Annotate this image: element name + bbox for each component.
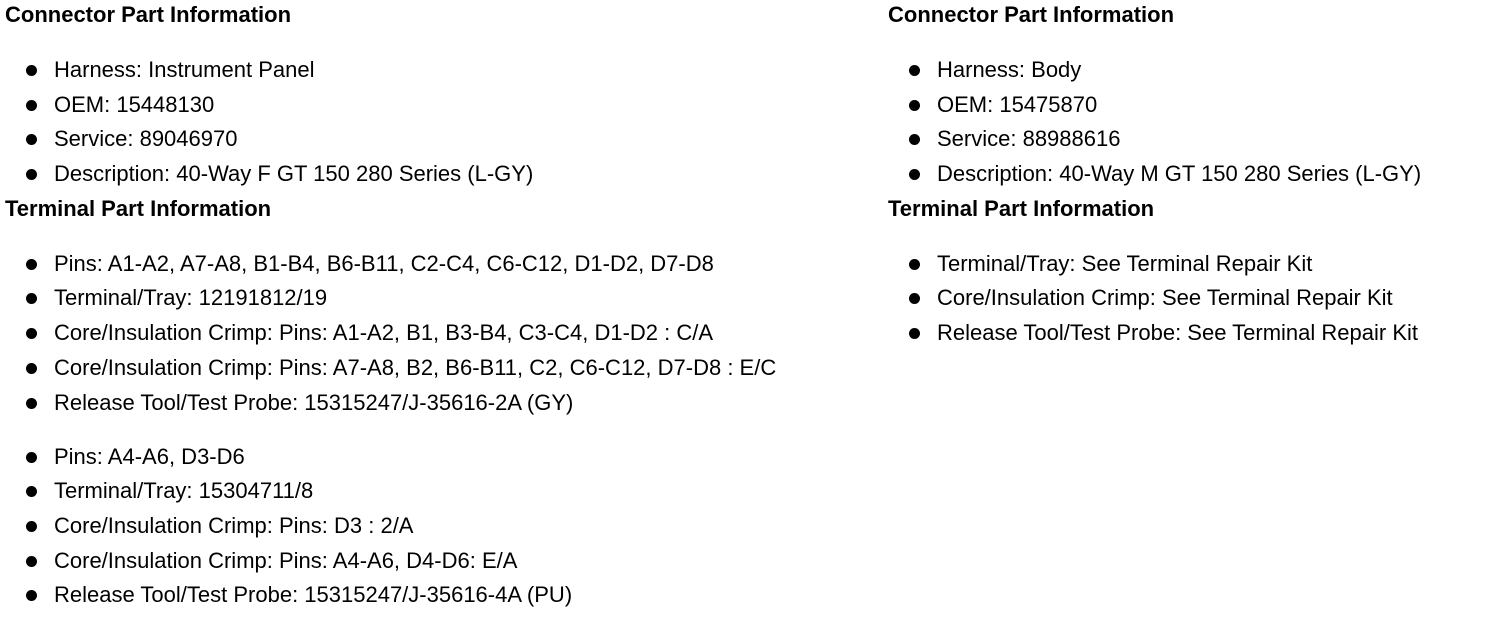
list-item: Core/Insulation Crimp: Pins: A1-A2, B1, B3-B4, C3-C4, D1-D2 : C/A (5, 318, 865, 350)
list-item: Terminal/Tray: 15304711/8 (5, 476, 865, 508)
bullet-icon (909, 65, 920, 76)
list-item: Release Tool/Test Probe: 15315247/J-35616-2A (GY) (5, 388, 865, 420)
bullet-icon (26, 556, 37, 567)
list-item: Terminal/Tray: 12191812/19 (5, 283, 865, 315)
connector-part-heading: Connector Part Information (888, 2, 1175, 27)
connector-part-list (888, 55, 1498, 191)
bullet-icon (909, 328, 920, 339)
bullet-icon (26, 452, 37, 463)
bullet-icon (909, 293, 920, 304)
list-item: Core/Insulation Crimp: Pins: A7-A8, B2, B6-B11, C2, C6-C12, D7-D8 : E/C (5, 353, 865, 385)
list-item: Core/Insulation Crimp: See Terminal Repair Kit (888, 283, 1498, 315)
bullet-icon (26, 398, 37, 409)
list-item: Terminal/Tray: See Terminal Repair Kit (888, 249, 1498, 281)
terminal-part-list (888, 249, 1498, 350)
bullet-icon (909, 134, 920, 145)
list-item: Service: 88988616 (888, 124, 1498, 156)
terminal-part-heading: Terminal Part Information (888, 195, 1155, 221)
bullet-icon (26, 134, 37, 145)
list-item: Pins: A4-A6, D3-D6 (5, 442, 865, 474)
right-column (888, 0, 1498, 353)
bullet-icon (26, 363, 37, 374)
bullet-icon (26, 486, 37, 497)
list-item: OEM: 15475870 (888, 90, 1498, 122)
list-item: Core/Insulation Crimp: Pins: D3 : 2/A (5, 511, 865, 543)
terminal-part-list-group-1 (5, 249, 865, 420)
bullet-icon (26, 100, 37, 111)
list-item: Description: 40-Way F GT 150 280 Series (L-GY) (5, 159, 865, 191)
list-item: Description: 40-Way M GT 150 280 Series (L-GY) (888, 159, 1498, 191)
left-column (5, 0, 865, 615)
bullet-icon (26, 328, 37, 339)
terminal-part-heading: Terminal Part Information (5, 195, 272, 221)
bullet-icon (26, 65, 37, 76)
list-item: OEM: 15448130 (5, 90, 865, 122)
bullet-icon (26, 259, 37, 270)
bullet-icon (909, 169, 920, 180)
list-item: Pins: A1-A2, A7-A8, B1-B4, B6-B11, C2-C4, C6-C12, D1-D2, D7-D8 (5, 249, 865, 281)
bullet-icon (909, 100, 920, 111)
terminal-part-list-group-2 (5, 442, 865, 613)
bullet-icon (26, 590, 37, 601)
bullet-icon (26, 293, 37, 304)
bullet-icon (909, 259, 920, 270)
list-item: Harness: Body (888, 55, 1498, 87)
list-item: Core/Insulation Crimp: Pins: A4-A6, D4-D6: E/A (5, 546, 865, 578)
list-item: Release Tool/Test Probe: 15315247/J-35616-4A (PU) (5, 580, 865, 612)
list-item: Service: 89046970 (5, 124, 865, 156)
connector-part-list (5, 55, 865, 191)
bullet-icon (26, 169, 37, 180)
connector-part-heading: Connector Part Information (5, 2, 292, 27)
bullet-icon (26, 521, 37, 532)
list-item: Harness: Instrument Panel (5, 55, 865, 87)
list-item: Release Tool/Test Probe: See Terminal Repair Kit (888, 318, 1498, 350)
